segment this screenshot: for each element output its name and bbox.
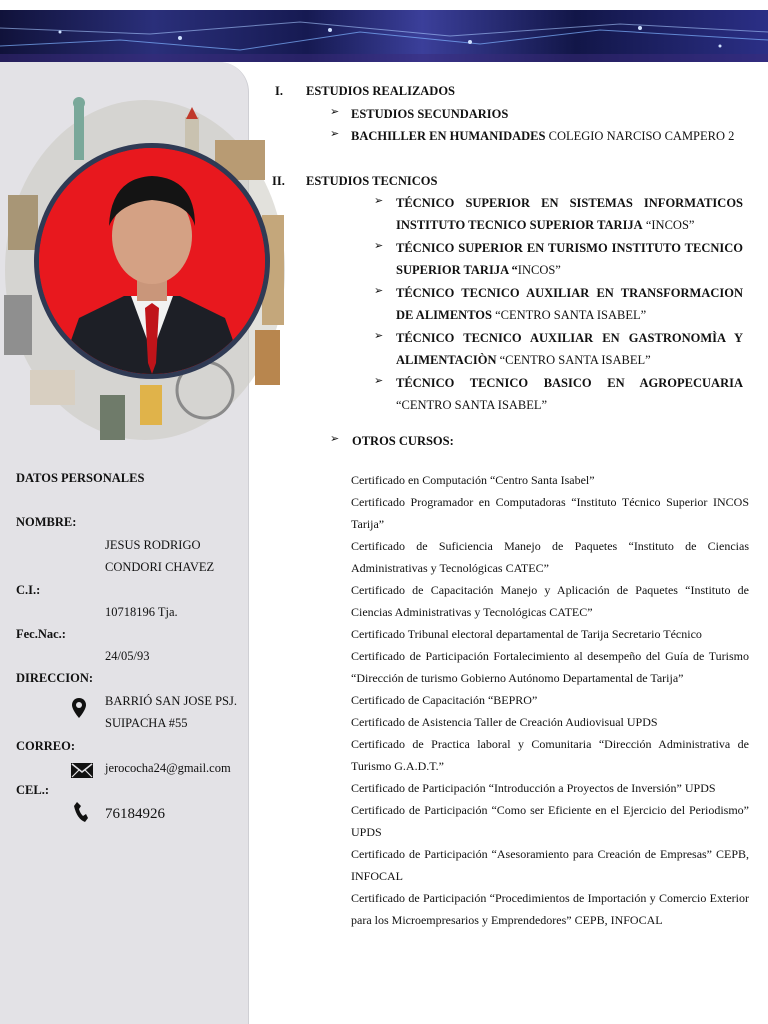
otros-cursos-title: OTROS CURSOS: bbox=[352, 434, 454, 448]
estudio-secundario bbox=[351, 103, 508, 125]
portrait-illustration bbox=[39, 148, 265, 374]
cel-label: CEL.: bbox=[16, 783, 49, 797]
course-item: Certificado de Participación “Asesoramiento para Creación de Empresas” CEPB, INFOCAL bbox=[351, 847, 749, 883]
arrowhead-bullet-icon: ➢ bbox=[374, 330, 384, 342]
nombre-line2: CONDORI CHAVEZ bbox=[105, 560, 215, 574]
arrowhead-bullet-icon: ➢ bbox=[374, 195, 384, 207]
direccion-line1: BARRIÓ SAN JOSE PSJ. bbox=[105, 694, 237, 708]
envelope-icon bbox=[71, 763, 93, 778]
arrowhead-bullet-icon: ➢ bbox=[330, 106, 340, 118]
tecnico-item-1 bbox=[396, 192, 743, 236]
arrowhead-bullet-icon: ➢ bbox=[330, 128, 340, 140]
course-item: Certificado de Suficiencia Manejo de Paquetes “Instituto de Ciencias Administrativas y Tecnológicas CATEC” bbox=[351, 539, 749, 575]
nombre-label: NOMBRE: bbox=[16, 515, 77, 529]
course-item: Certificado de Capacitación “BEPRO” bbox=[351, 693, 538, 707]
estudio-bachiller bbox=[351, 125, 734, 147]
item-normal: “INCOS” bbox=[642, 218, 695, 232]
map-pin-icon bbox=[72, 698, 86, 718]
course-item: Certificado de Asistencia Taller de Creación Audiovisual UPDS bbox=[351, 715, 658, 729]
item-normal: COLEGIO NARCISO CAMPERO 2 bbox=[545, 129, 735, 143]
arrowhead-bullet-icon: ➢ bbox=[374, 375, 384, 387]
personal-data-heading: DATOS PERSONALES bbox=[16, 471, 145, 485]
item-normal: “CENTRO SANTA ISABEL” bbox=[396, 398, 548, 412]
header-banner bbox=[0, 10, 768, 62]
item-normal: “CENTRO SANTA ISABEL” bbox=[491, 308, 647, 322]
arrowhead-bullet-icon: ➢ bbox=[374, 285, 384, 297]
item-bold: TÉCNICO TECNICO BASICO EN AGROPECUARIA bbox=[396, 376, 743, 390]
section-2-number: II. bbox=[272, 174, 285, 188]
profile-photo bbox=[34, 143, 270, 379]
arrowhead-bullet-icon: ➢ bbox=[330, 433, 340, 445]
correo-value[interactable]: jerocochа24@gmail.com bbox=[105, 761, 231, 775]
course-item: Certificado en Computación “Centro Santa Isabel” bbox=[351, 473, 595, 487]
item-normal: INCOS” bbox=[517, 263, 561, 277]
cel-value: 76184926 bbox=[105, 806, 165, 822]
course-item: Certificado de Participación “Como ser Eficiente en el Ejercicio del Periodismo” UPDS bbox=[351, 803, 749, 839]
course-item: Certificado de Practica laboral y Comunitaria “Dirección Administrativa de Turismo G.A.D.T.” bbox=[351, 737, 749, 773]
section-1-title: ESTUDIOS REALIZADOS bbox=[306, 84, 456, 98]
section-1-number: I. bbox=[275, 84, 283, 98]
fecnac-value: 24/05/93 bbox=[105, 649, 150, 663]
course-item: Certificado de Participación Fortalecimiento al desempeño del Guía de Turismo “Dirección de turismo Gobierno Autónomo Departamental de Tarija” bbox=[351, 649, 749, 685]
tecnico-item-5 bbox=[396, 372, 743, 416]
tech-banner-graphic bbox=[0, 10, 768, 62]
item-bold: TÉCNICO TECNICO AUXILIAR EN TRANSFORMACION DE ALIMENTOS bbox=[396, 286, 743, 322]
ci-label: C.I.: bbox=[16, 583, 41, 597]
item-bold: BACHILLER EN HUMANIDADES bbox=[351, 129, 546, 143]
course-item: Certificado Programador en Computadoras “Instituto Técnico Superior INCOS Tarija” bbox=[351, 495, 749, 531]
item-bold: ESTUDIOS SECUNDARIOS bbox=[351, 107, 509, 121]
course-item: Certificado de Participación “Introducción a Proyectos de Inversión” UPDS bbox=[351, 781, 716, 795]
item-bold: TÉCNICO SUPERIOR EN SISTEMAS INFORMATICOS INSTITUTO TECNICO SUPERIOR TARIJA bbox=[396, 196, 743, 232]
tecnico-item-2 bbox=[396, 237, 743, 281]
section-2-title: ESTUDIOS TECNICOS bbox=[306, 174, 438, 188]
item-bold: TÉCNICO SUPERIOR EN TURISMO INSTITUTO TECNICO SUPERIOR TARIJA “ bbox=[396, 241, 743, 277]
course-item: Certificado de Participación “Procedimientos de Importación y Comercio Exterior para los Microempresarios y Emprendedores” CEPB, INFOCAL bbox=[351, 891, 749, 927]
course-item: Certificado Tribunal electoral departamental de Tarija Secretario Técnico bbox=[351, 627, 702, 641]
course-item: Certificado de Capacitación Manejo y Aplicación de Paquetes “Instituto de Ciencias Administrativas y Tecnológicas CATEC” bbox=[351, 583, 749, 619]
phone-icon bbox=[74, 802, 88, 822]
nombre-line1: JESUS RODRIGO bbox=[105, 538, 201, 552]
arrowhead-bullet-icon: ➢ bbox=[374, 240, 384, 252]
direccion-label: DIRECCION: bbox=[16, 671, 94, 685]
correo-label: CORREO: bbox=[16, 739, 76, 753]
item-normal: “CENTRO SANTA ISABEL” bbox=[496, 353, 651, 367]
direccion-line2: SUIPACHA #55 bbox=[105, 716, 188, 730]
fecnac-label: Fec.Nac.: bbox=[16, 627, 66, 641]
tecnico-item-4 bbox=[396, 327, 743, 371]
item-bold: TÉCNICO TECNICO AUXILIAR EN GASTRONOMÌA Y ALIMENTACIÒN bbox=[396, 331, 743, 367]
ci-value: 10718196 Tja. bbox=[105, 605, 178, 619]
course-list bbox=[351, 469, 749, 931]
tecnico-item-3 bbox=[396, 282, 743, 326]
